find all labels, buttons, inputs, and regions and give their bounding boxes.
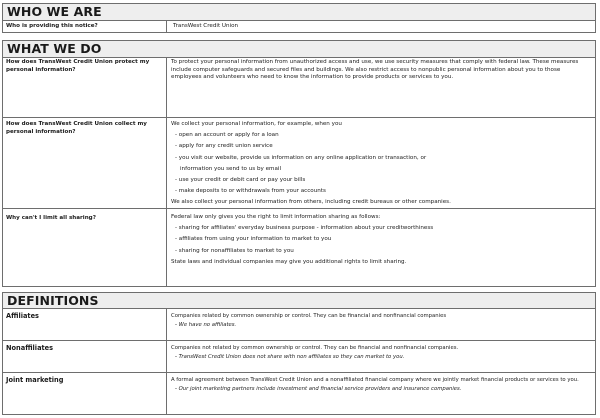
answer-cell: TransWest Credit Union bbox=[173, 23, 239, 29]
table-row bbox=[3, 21, 595, 33]
question-cell: How does TransWest Credit Union protect my personal information? bbox=[3, 58, 167, 117]
list-item: - affiliates from using your information to market to you bbox=[175, 236, 332, 243]
question-cell: Why can't I limit all sharing? bbox=[3, 209, 167, 287]
limit-outro: State laws and individual companies may give you additional rights to limit sharing. bbox=[171, 258, 407, 265]
term-cell: Joint marketing bbox=[3, 373, 167, 415]
who-we-are-section bbox=[2, 3, 596, 33]
definition-cell bbox=[167, 373, 595, 415]
list-item: - sharing for nonaffiliates to market to you bbox=[175, 247, 294, 254]
definition-text: A formal agreement between TransWest Credit Union and a nonaffiliated financial company where we jointly market financial products or services to you. bbox=[171, 377, 579, 383]
term-cell: Nonaffiliates bbox=[3, 341, 167, 372]
definition-note: - Our joint marketing partners include investment and financial service providers and insurance companies. bbox=[175, 386, 462, 392]
definition-text: Companies not related by common ownership or control. They can be financial and nonfinancial companies. bbox=[171, 345, 459, 351]
table-row bbox=[3, 118, 595, 209]
limit-intro: Federal law only gives you the right to limit information sharing as follows: bbox=[171, 214, 381, 220]
term-cell: Affiliates bbox=[3, 309, 167, 340]
definition-row bbox=[3, 373, 595, 415]
list-item: - open an account or apply for a loan bbox=[175, 132, 279, 139]
table-row bbox=[3, 209, 595, 287]
answer-cell bbox=[167, 209, 595, 287]
list-item-continuation: information you send to us by email bbox=[180, 165, 282, 172]
collect-outro: We also collect your personal information from others, including credit bureaus or other companies. bbox=[171, 199, 451, 206]
section-title: WHAT WE DO bbox=[3, 41, 595, 58]
definition-cell bbox=[167, 309, 595, 340]
definition-row bbox=[3, 309, 595, 341]
section-title: DEFINITIONS bbox=[3, 293, 595, 309]
definition-note: - We have no affiliates. bbox=[175, 322, 237, 328]
answer-cell bbox=[167, 118, 595, 208]
list-item: - sharing for affiliates' everyday business purpose - information about your creditworthiness bbox=[175, 225, 434, 232]
table-row bbox=[3, 58, 595, 118]
definition-cell bbox=[167, 341, 595, 372]
what-we-do-section bbox=[2, 40, 596, 287]
definition-row bbox=[3, 341, 595, 373]
definitions-section bbox=[2, 292, 596, 415]
question-cell: How does TransWest Credit Union collect my personal information? bbox=[3, 118, 167, 208]
section-title: WHO WE ARE bbox=[3, 4, 595, 21]
list-item: - use your credit or debit card or pay your bills bbox=[175, 177, 306, 184]
question-cell: Who is providing this notice? bbox=[3, 21, 167, 33]
list-item: - you visit our website, provide us information on any online application or transaction, or bbox=[175, 154, 427, 161]
collect-intro: We collect your personal information, for example, when you bbox=[171, 121, 342, 127]
list-item: - make deposits to or withdrawals from your accounts bbox=[175, 188, 326, 195]
answer-cell: To protect your personal information from unauthorized access and use, we use security measures that comply with federal law. These measures include computer safeguards and secured files and buildings. We also restrict access to nonpublic personal information about you to those employees and volunteers who need to know the information to provide products or services to you. bbox=[171, 59, 579, 81]
definition-note: - TransWest Credit Union does not share with non affiliates so they can market to you. bbox=[175, 354, 405, 360]
definition-text: Companies related by common ownership or control. They can be financial and nonfinancial companies bbox=[171, 313, 447, 319]
list-item: - apply for any credit union service bbox=[175, 143, 273, 150]
